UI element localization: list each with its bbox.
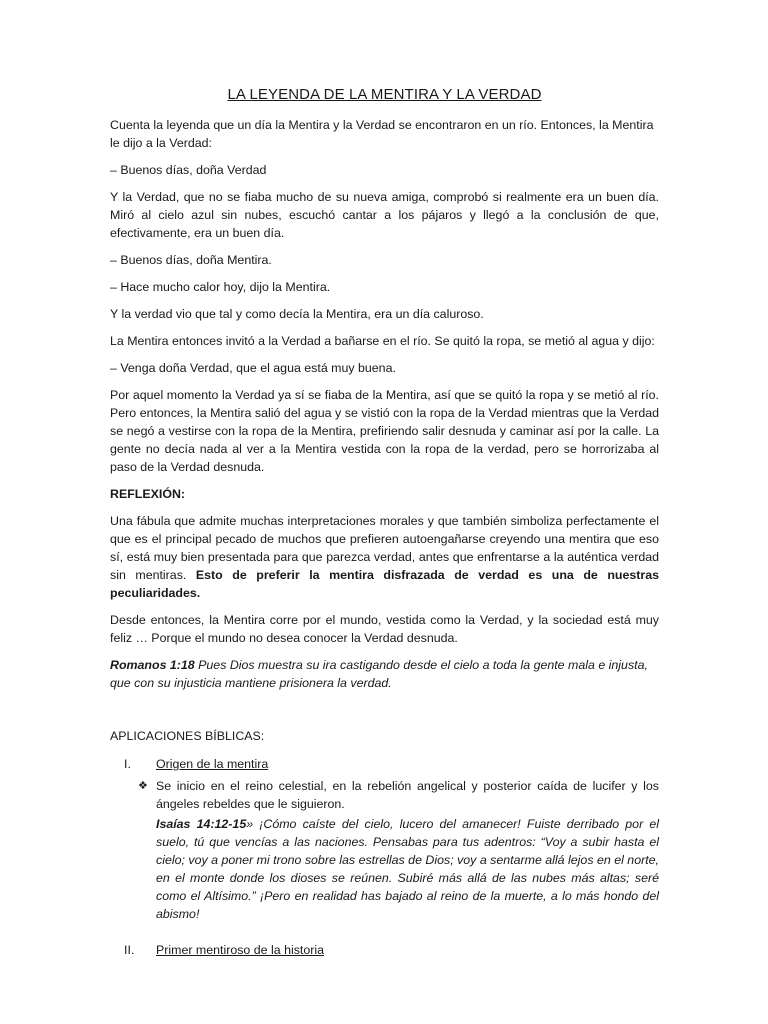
reflexion-bold-text: Esto de preferir la mentira disfrazada de verdad es una de nuestras peculiaridades. (110, 568, 659, 600)
dialogue-line: – Venga doña Verdad, que el agua está muy buena. (110, 361, 396, 375)
diamond-bullet-icon: ❖ (138, 780, 148, 792)
document-body (110, 86, 659, 963)
reflexion-heading: REFLEXIÓN: (110, 487, 186, 501)
section-title: Origen de la mentira (156, 757, 269, 771)
section-heading-1 (110, 755, 659, 773)
section-heading-2 (110, 941, 659, 959)
dialogue-line: – Buenos días, doña Verdad (110, 163, 267, 177)
paragraph-intro: Cuenta la leyenda que un día la Mentira y la Verdad se encontraron en un río. Entonces, la Mentira le dijo a la Verdad: (110, 118, 654, 150)
reflexion-text: Una fábula que admite muchas interpretaciones morales y que también simboliza perfectamente el que es el principal pecado de muchos que prefieren autoengañarse creyendo una mentira que eso sí, está muy bien presentada para que parezca verdad, antes que enfrentarse a la auténtica verdad sin mentiras. (110, 514, 659, 582)
bullet-item (110, 777, 659, 813)
romanos-text: Pues Dios muestra su ira castigando desde el cielo a toda la gente mala e injusta, que con su injusticia mantiene prisionera la verdad. (110, 658, 648, 690)
aplicaciones-heading: APLICACIONES BÍBLICAS: (110, 729, 265, 743)
document-title: LA LEYENDA DE LA MENTIRA Y LA VERDAD (227, 86, 542, 103)
isaias-text: » ¡Cómo caíste del cielo, lucero del amanecer! Fuiste derribado por el suelo, tú que vencías a las naciones. Pensabas para tus adentros: “Voy a subir hasta el cielo; voy a poner mi trono sobre las estrellas de Dios; voy a sentarme allá lejos en el norte, en el monte donde los dioses se reúnen. Subiré más allá de las nubes más altas; seré como el Altísimo.” ¡Pero en realidad has bajado al reino de la muerte, a lo más hondo del abismo! (156, 817, 659, 921)
romanos-ref: Romanos 1:18 (110, 658, 195, 672)
reflexion-paragraph (110, 512, 659, 602)
section-numeral: I. (124, 757, 131, 771)
paragraph: Por aquel momento la Verdad ya sí se fiaba de la Mentira, así que se quitó la ropa y se metió al río. Pero entonces, la Mentira salió del agua y se vistió con la ropa de la Verdad mientras que la Verdad se negó a vestirse con la ropa de la Mentira, prefiriendo salir desnuda y caminar así por la calle. La gente no decía nada al ver a la Mentira vestida con la ropa de la verdad, pero se horrorizaba al paso de la Verdad desnuda. (110, 388, 659, 474)
section-title: Primer mentiroso de la historia (156, 943, 325, 957)
spacer (110, 701, 659, 727)
section-numeral: II. (124, 943, 135, 957)
paragraph: Y la verdad vio que tal y como decía la Mentira, era un día caluroso. (110, 307, 484, 321)
isaias-ref: Isaías 14:12-15 (156, 817, 247, 831)
paragraph: La Mentira entonces invitó a la Verdad a bañarse en el río. Se quitó la ropa, se metió al agua y dijo: (110, 334, 655, 348)
bullet-text: Se inicio en el reino celestial, en la rebelión angelical y posterior caída de lucifer y los ángeles rebeldes que le siguieron. (156, 779, 659, 811)
isaias-quote (156, 815, 659, 923)
dialogue-line: – Buenos días, doña Mentira. (110, 253, 272, 267)
paragraph: Y la Verdad, que no se fiaba mucho de su nueva amiga, comprobó si realmente era un buen día. Miró al cielo azul sin nubes, escuchó cantar a los pájaros y llegó a la conclusión de que, efectivamente, era un buen día. (110, 190, 659, 240)
closing-paragraph: Desde entonces, la Mentira corre por el mundo, vestida como la Verdad, y la sociedad está muy feliz … Porque el mundo no desea conocer la Verdad desnuda. (110, 613, 659, 645)
dialogue-line: – Hace mucho calor hoy, dijo la Mentira. (110, 280, 331, 294)
romanos-quote (110, 656, 659, 692)
